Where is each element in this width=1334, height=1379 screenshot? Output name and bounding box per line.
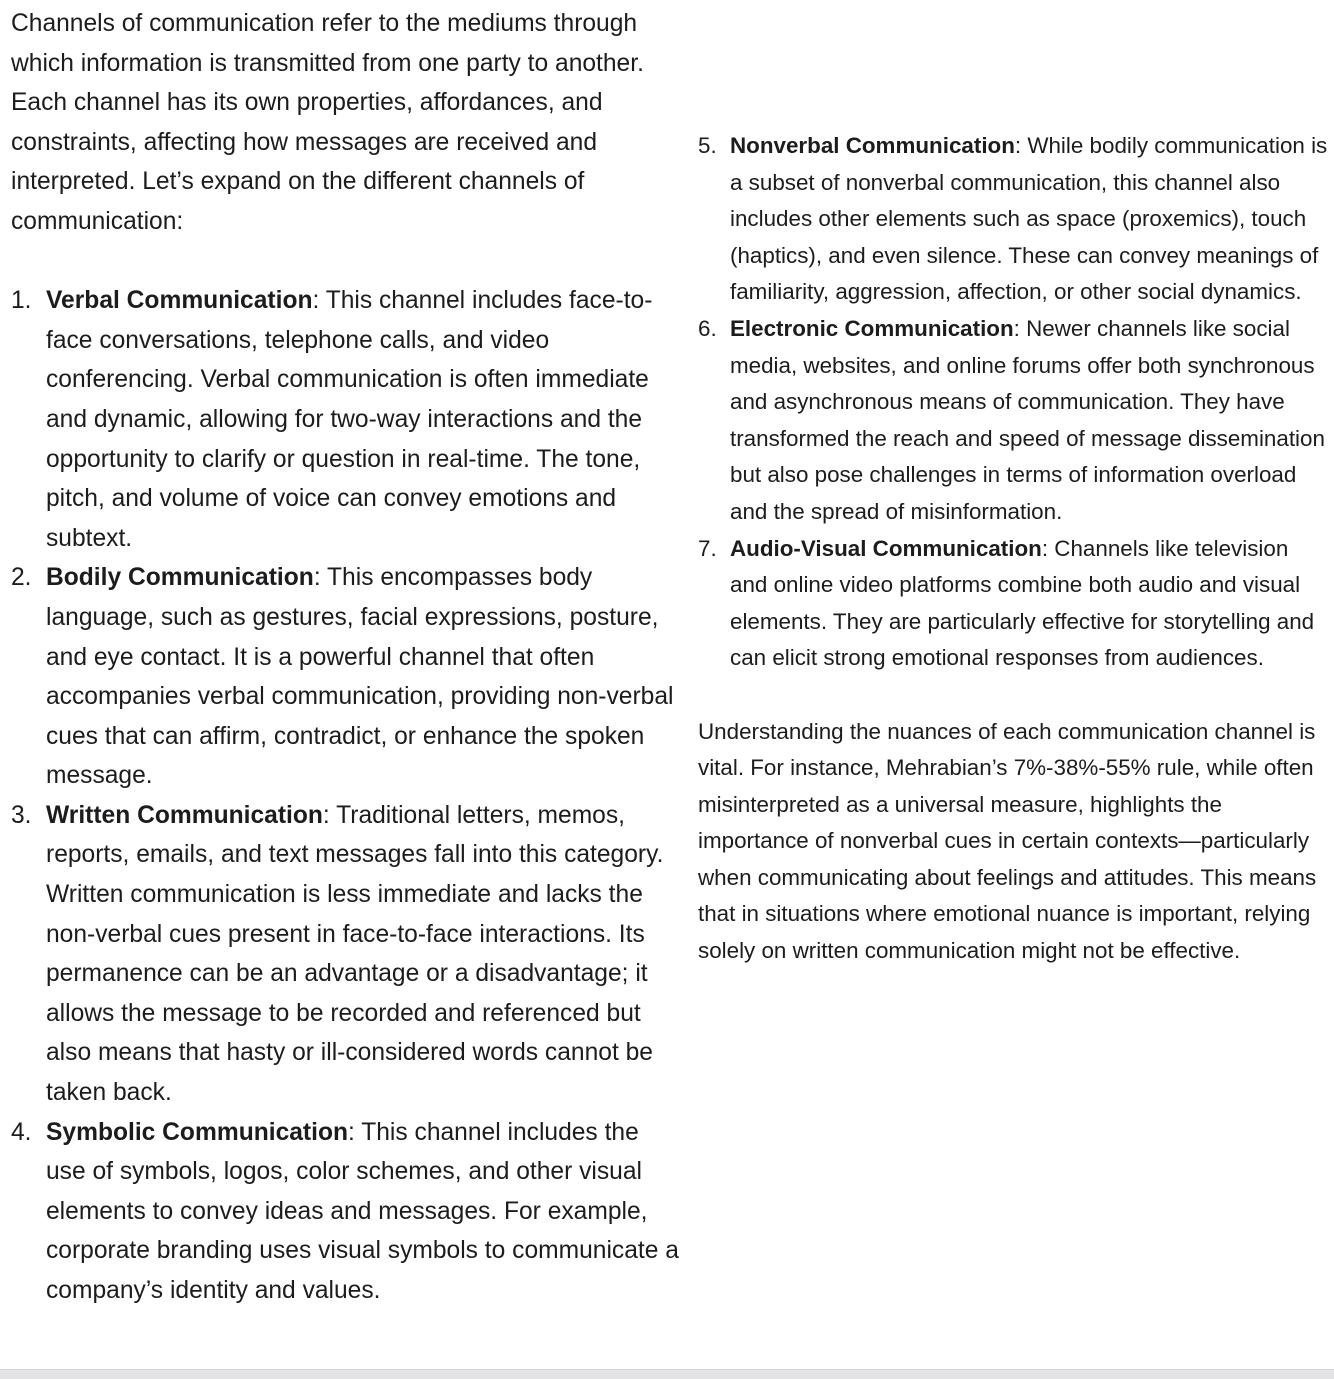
list-item-audio-visual [698, 531, 1328, 677]
item-description: : This channel includes face-to-face conversations, telephone calls, and video conferencing. Verbal communication is often immediate and dynamic, allowing for two-way interactions and the opportunity to clarify or question in real-time. The tone, pitch, and volume of voice can convey emotions and subtext. [46, 287, 653, 552]
item-term: Audio-Visual Communication [730, 535, 1042, 561]
list-number: 6. [698, 315, 717, 341]
list-item-bodily [11, 558, 683, 796]
list-item-nonverbal [698, 128, 1328, 311]
item-term: Symbolic Communication [46, 1118, 348, 1146]
list-number: 4. [11, 1118, 32, 1146]
channel-list-part-2 [698, 128, 1328, 677]
list-item-verbal [11, 281, 683, 558]
bottom-scroll-edge [0, 1369, 1334, 1379]
item-term: Written Communication [46, 801, 323, 829]
intro-paragraph: Channels of communication refer to the mediums through which information is transmitted from one party to another. Each channel has its own properties, affordances, and constraints, affecting how messages are received and interpreted. Let’s expand on the different channels of communication: [11, 10, 644, 235]
item-term: Nonverbal Communication [730, 133, 1015, 158]
list-item-written [11, 796, 683, 1113]
list-item-symbolic [11, 1113, 683, 1311]
item-term: Bodily Communication [46, 564, 314, 592]
list-number: 3. [11, 801, 32, 829]
item-description: : This channel includes the use of symbols, logos, color schemes, and other visual elements to convey ideas and messages. For example, corporate branding uses visual symbols to communicate a company’s identity and values. [46, 1118, 679, 1304]
item-term: Verbal Communication [46, 287, 313, 315]
list-item-electronic [698, 311, 1328, 531]
item-description: : Channels like television and online video platforms combine both audio and visual elements. They are particularly effective for storytelling and can elicit strong emotional responses from audiences. [730, 535, 1315, 671]
list-number: 5. [698, 133, 717, 158]
right-column [698, 128, 1328, 970]
item-description: : While bodily communication is a subset of nonverbal communication, this channel also includes other elements such as space (proxemics), touch (haptics), and even silence. These can convey meanings of familiarity, aggression, affection, or other social dynamics. [730, 133, 1328, 305]
list-number: 2. [11, 564, 32, 592]
item-description: : This encompasses body language, such as gestures, facial expressions, posture, and eye contact. It is a powerful channel that often accompanies verbal communication, providing non-verbal cues that can affirm, contradict, or enhance the spoken message. [46, 564, 674, 790]
closing-paragraph: Understanding the nuances of each communication channel is vital. For instance, Mehrabian’s 7%-38%-55% rule, while often misinterpreted as a universal measure, highlights the importance of nonverbal cues in certain contexts—particularly when communicating about feelings and attitudes. This means that in situations where emotional nuance is important, relying solely on written communication might not be effective. [698, 718, 1317, 964]
left-column [11, 4, 683, 1311]
list-number: 1. [11, 287, 32, 315]
item-description: : Traditional letters, memos, reports, emails, and text messages fall into this category. Written communication is less immediate and lacks the non-verbal cues present in face-to-face interactions. Its permanence can be an advantage or a disadvantage; it allows the message to be recorded and referenced but also means that hasty or ill-considered words cannot be taken back. [46, 801, 664, 1107]
item-description: : Newer channels like social media, websites, and online forums offer both synchronous and asynchronous means of communication. They have transformed the reach and speed of message dissemination but also pose challenges in terms of information overload and the spread of misinformation. [730, 315, 1325, 524]
item-term: Electronic Communication [730, 315, 1014, 341]
list-number: 7. [698, 535, 717, 561]
channel-list-part-1 [11, 281, 683, 1310]
